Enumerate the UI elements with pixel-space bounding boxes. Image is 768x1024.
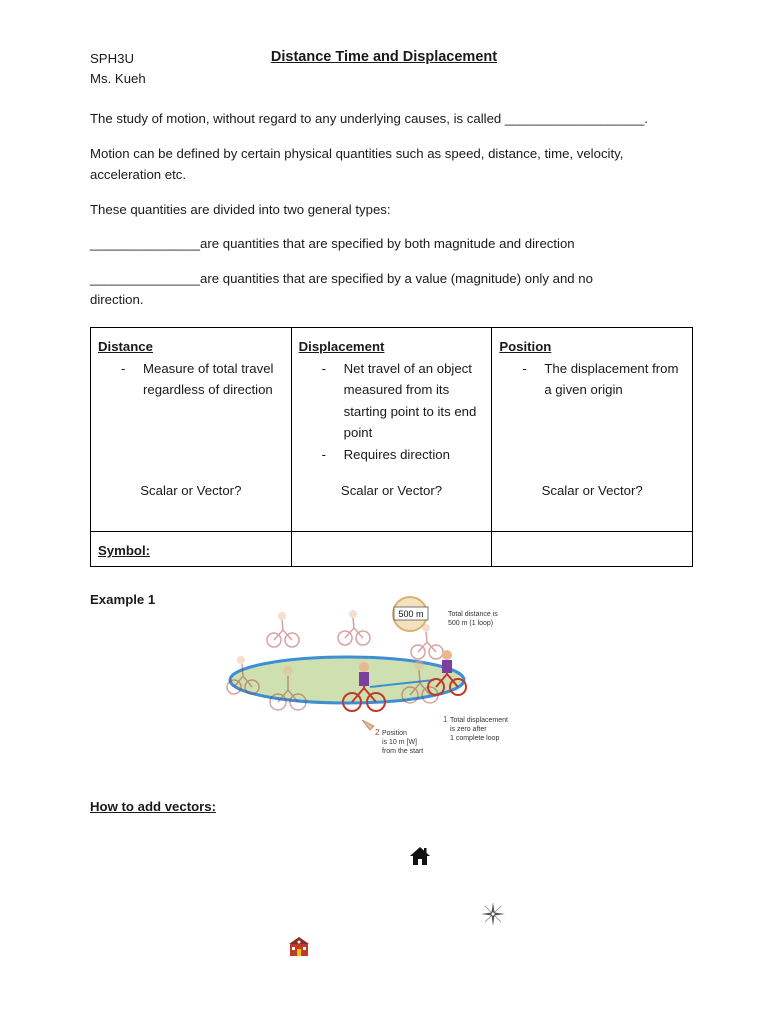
note-displacement-line2: is zero after [450,726,487,733]
list-item: - Requires direction [344,444,486,466]
distance-list [98,358,285,401]
scalar-definition: _______________are quantities that are specified by a value (magnitude) only and no direction. [90,271,593,307]
school-icon [288,937,310,957]
symbol-cell [91,532,292,567]
house-icon [409,845,431,867]
ghost-cyclist [267,612,299,647]
track-figure [222,592,514,760]
distance-question: Scalar or Vector? [140,483,242,498]
note-position-line3: from the start [382,748,424,755]
compass-rose-icon [480,901,506,927]
list-item: - Measure of total travel regardless of direction [143,358,285,401]
symbol-blank-position [492,532,693,567]
list-item: - The displacement from a given origin [544,358,686,401]
distance-heading: Distance [98,339,153,354]
intro-paragraph-2: Motion can be defined by certain physical quantities such as speed, distance, time, velocity, acceleration etc. [90,146,624,182]
note-position-line2: is 10 m [W] [382,739,418,746]
displacement-list [299,358,486,466]
page-title: Distance Time and Displacement [270,49,498,65]
position-cell [492,328,693,532]
pointing-hand-icon [362,720,374,730]
note-displacement-number: 1 [443,715,448,724]
distance-cell [91,328,292,532]
course-code: SPH3U [90,51,134,66]
intro-paragraph-1: The study of motion, without regard to any underlying causes, is called ___________________. [90,111,648,126]
position-heading: Position [499,339,552,354]
ghost-cyclist [338,610,370,645]
displacement-heading: Displacement [298,339,385,354]
note-distance-line1: Total distance is [448,611,498,618]
note-distance-line2: 500 m (1 loop) [448,620,494,627]
position-question: Scalar or Vector? [541,483,643,498]
intro-paragraph-3: These quantities are divided into two general types: [90,202,391,217]
note-displacement-line3: 1 complete loop [450,735,500,742]
note-position-number: 2 [375,728,380,737]
note-position-line1: Position [382,730,407,737]
symbol-label: Symbol: [98,543,151,558]
note-displacement-line1: Total displacement [450,717,508,724]
list-item: - Net travel of an object measured from its starting point to its end point [344,358,486,444]
example-label: Example 1 [90,592,156,607]
position-list [499,358,686,401]
displacement-question: Scalar or Vector? [340,483,443,498]
badge-label: 500 m [398,609,424,619]
vector-definition: _______________are quantities that are specified by both magnitude and direction [90,236,575,251]
symbol-blank-displacement [291,532,492,567]
teacher-name: Ms. Kueh [90,71,146,86]
quantity-table [90,327,693,567]
displacement-cell [291,328,492,532]
vectors-heading: How to add vectors: [90,799,217,814]
